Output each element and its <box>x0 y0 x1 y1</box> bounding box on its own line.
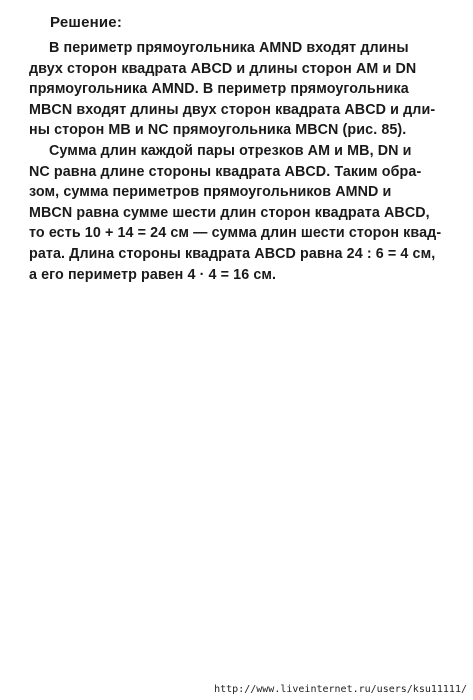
text-line: ны сторон MB и NC прямоугольника MBCN (рис. 85). <box>29 122 407 139</box>
watermark-url: http://www.liveinternet.ru/users/ksu11111/ <box>214 684 467 695</box>
solution-text <box>29 38 444 285</box>
text-line: то есть 10 + 14 = 24 см — сумма длин шести сторон квад- <box>29 225 442 242</box>
text-line: двух сторон квадрата ABCD и длины сторон AM и DN <box>29 60 417 77</box>
text-line: MBCN входят длины двух сторон квадрата ABCD и дли- <box>29 101 436 118</box>
text-line: MBCN равна сумме шести длин сторон квадрата ABCD, <box>29 204 430 221</box>
text-line: В периметр прямоугольника AMND входят длины <box>49 40 409 56</box>
solution-heading: Решение: <box>50 14 123 31</box>
text-line: Сумма длин каждой пары отрезков AM и MB, DN и <box>49 142 412 159</box>
text-line: NC равна длине стороны квадрата ABCD. Таким обра- <box>29 163 422 180</box>
text-line: прямоугольника AMND. В периметр прямоугольника <box>29 81 409 98</box>
text-line: рата. Длина стороны квадрата ABCD равна 24 : 6 = 4 см, <box>29 245 436 262</box>
text-line: зом, сумма периметров прямоугольников AMND и <box>29 184 392 201</box>
text-line: а его периметр равен 4 · 4 = 16 см. <box>29 266 277 283</box>
